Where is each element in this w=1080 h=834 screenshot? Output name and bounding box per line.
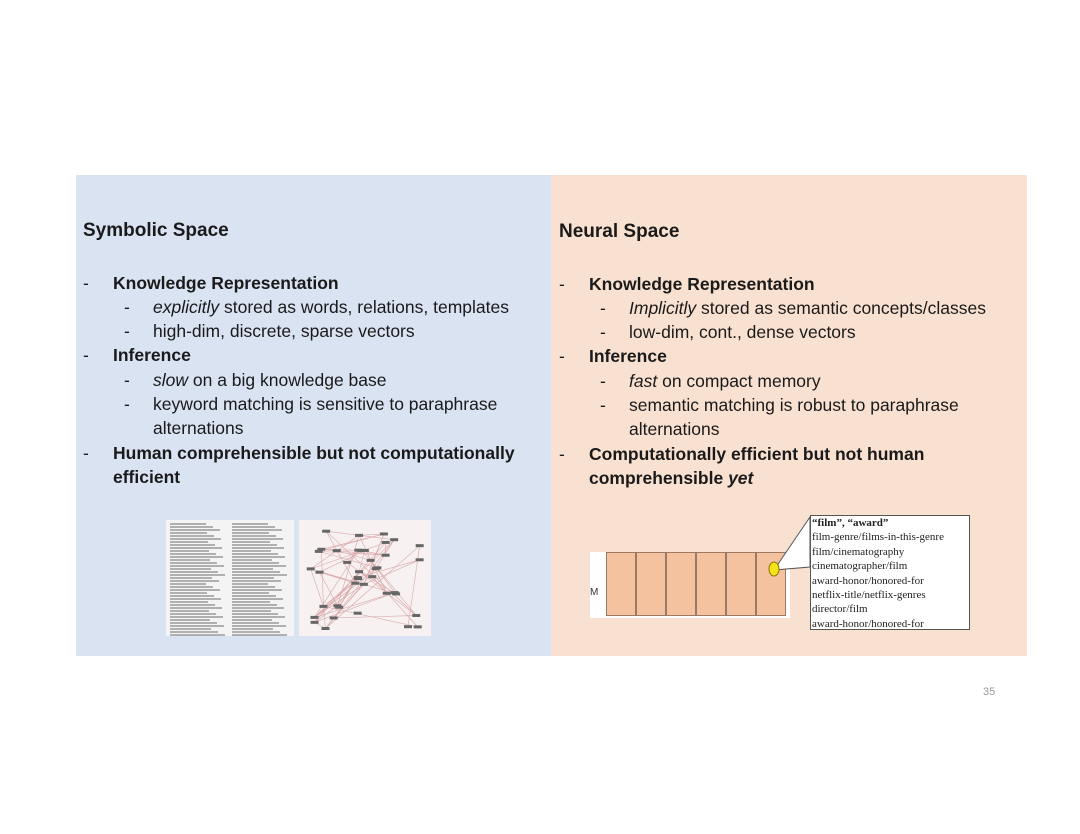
text-line <box>170 553 216 555</box>
memory-cell <box>726 552 756 616</box>
graph-node <box>404 625 412 628</box>
text-line <box>232 526 275 528</box>
text-line <box>232 586 275 588</box>
text-line <box>170 616 223 618</box>
text-line <box>232 544 277 546</box>
text-line <box>170 604 215 606</box>
graph-node <box>373 566 381 569</box>
memory-cell <box>666 552 696 616</box>
text-line <box>232 550 271 552</box>
text-line <box>232 574 287 576</box>
text-line <box>232 532 269 534</box>
text-line <box>170 634 225 636</box>
graph-edge <box>358 560 420 578</box>
text-line <box>170 571 218 573</box>
graph-node <box>343 561 351 564</box>
graph-node <box>355 570 363 573</box>
graph-node <box>322 530 330 533</box>
text-line <box>232 523 268 525</box>
graph-node <box>351 582 359 585</box>
text-line <box>170 595 214 597</box>
memory-cell <box>606 552 636 616</box>
text-line <box>170 529 220 531</box>
text-line <box>170 538 221 540</box>
text-line <box>232 529 282 531</box>
graph-node <box>414 625 422 628</box>
text-line <box>170 535 214 537</box>
text-line <box>232 571 280 573</box>
text-line <box>170 610 209 612</box>
text-line <box>232 634 287 636</box>
text-line <box>170 592 207 594</box>
text-line <box>232 538 283 540</box>
text-line <box>232 607 284 609</box>
graph-edge <box>319 572 337 606</box>
symbolic-space-title: Symbolic Space <box>83 220 229 241</box>
graph-node <box>357 549 365 552</box>
graph-node <box>390 538 398 541</box>
text-line <box>232 631 280 633</box>
text-line <box>232 547 284 549</box>
text-line <box>170 625 224 627</box>
text-line <box>232 577 274 579</box>
callout-relation: award-honor/honored-for <box>812 574 924 587</box>
text-line <box>232 565 286 567</box>
callout-relation: film/cinematography <box>812 545 905 558</box>
text-line <box>170 598 221 600</box>
graph-node <box>354 612 362 615</box>
text-line <box>232 583 268 585</box>
graph-node <box>330 616 338 619</box>
text-line <box>232 568 273 570</box>
callout-relation: cinematographer/film <box>812 560 908 573</box>
graph-node <box>367 559 375 562</box>
knowledge-graph-image <box>299 520 431 636</box>
graph-node <box>382 554 390 557</box>
text-line <box>170 565 224 567</box>
text-line <box>170 523 206 525</box>
text-line <box>170 532 207 534</box>
text-line <box>170 589 220 591</box>
text-line <box>232 556 285 558</box>
graph-node <box>315 571 323 574</box>
text-line <box>232 562 279 564</box>
text-line <box>232 616 285 618</box>
callout-relation: award-honor/honored-for <box>812 617 924 630</box>
text-line <box>170 544 215 546</box>
text-line <box>232 541 270 543</box>
callout-query: “film”, “award” <box>812 517 889 529</box>
graph-node <box>383 592 391 595</box>
graph-edge <box>321 534 384 549</box>
text-line <box>232 598 283 600</box>
text-line <box>170 541 208 543</box>
graph-node <box>307 567 315 570</box>
graph-node <box>321 627 329 630</box>
text-line <box>170 607 222 609</box>
graph-node <box>333 549 341 552</box>
graph-edge <box>311 569 324 606</box>
text-line <box>232 625 286 627</box>
graph-node <box>319 605 327 608</box>
text-line <box>232 559 272 561</box>
graph-node <box>391 591 399 594</box>
text-line <box>170 631 218 633</box>
text-line <box>232 535 276 537</box>
text-line <box>170 586 213 588</box>
text-line <box>232 613 278 615</box>
graph-node <box>382 541 390 544</box>
text-line <box>170 550 209 552</box>
graph-node <box>368 575 376 578</box>
text-line <box>232 592 269 594</box>
text-line <box>170 613 216 615</box>
text-line <box>232 580 281 582</box>
callout-relation: film-genre/films-in-this-genre <box>812 531 944 544</box>
text-line <box>232 610 271 612</box>
callout-relation: director/film <box>812 603 868 616</box>
text-line <box>170 601 208 603</box>
text-line <box>170 622 217 624</box>
memory-slot-callout <box>810 515 970 630</box>
graph-node <box>355 534 363 537</box>
graph-node <box>416 544 424 547</box>
text-document-thumbnail <box>166 520 294 636</box>
text-line <box>170 562 217 564</box>
text-line <box>170 526 213 528</box>
graph-node <box>310 616 318 619</box>
graph-node <box>354 576 362 579</box>
text-line <box>232 601 270 603</box>
text-line <box>232 589 282 591</box>
text-line <box>232 622 279 624</box>
text-line <box>232 553 278 555</box>
graph-node <box>360 583 368 586</box>
text-line <box>170 619 210 621</box>
text-column <box>232 520 288 636</box>
page-number: 35 <box>983 686 996 698</box>
text-line <box>170 556 223 558</box>
graph-node <box>412 614 420 617</box>
text-line <box>232 595 276 597</box>
text-line <box>170 583 206 585</box>
graph-node <box>380 532 388 535</box>
memory-slot-highlight <box>769 562 779 576</box>
text-line <box>232 619 272 621</box>
text-line <box>170 580 219 582</box>
graph-node <box>416 558 424 561</box>
text-line <box>170 568 211 570</box>
text-line <box>170 547 222 549</box>
graph-node <box>333 604 341 607</box>
neural-space-title: Neural Space <box>559 221 680 242</box>
graph-node <box>317 548 325 551</box>
memory-cell <box>636 552 666 616</box>
memory-label: M <box>590 587 599 598</box>
text-line <box>170 559 210 561</box>
graph-node <box>311 621 319 624</box>
text-line <box>170 628 211 630</box>
callout-relation: netflix-title/netflix-genres <box>812 589 926 602</box>
text-column <box>170 520 226 636</box>
knowledge-graph-thumbnail <box>299 520 431 636</box>
text-line <box>232 604 277 606</box>
text-line <box>170 574 225 576</box>
text-line <box>232 628 273 630</box>
text-line <box>170 577 212 579</box>
memory-cell <box>696 552 726 616</box>
